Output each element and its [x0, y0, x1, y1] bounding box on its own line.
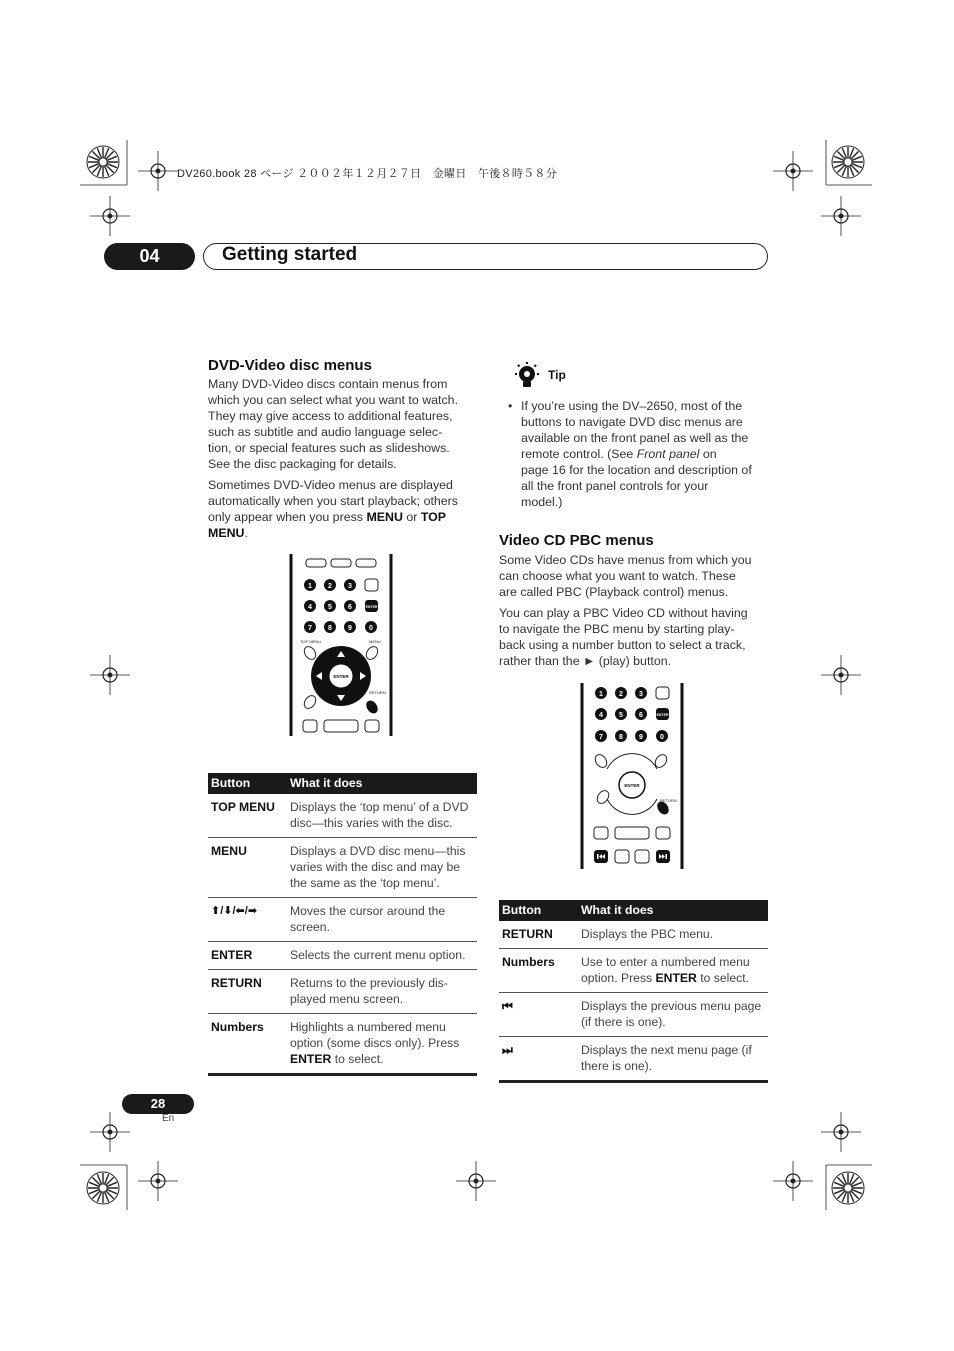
button-cell: RETURN — [499, 921, 578, 949]
number-key: 2 — [328, 583, 332, 590]
crosshair-mark — [773, 151, 813, 191]
vcd-pbc-heading: Video CD PBC menus — [499, 532, 654, 549]
top-menu-button — [302, 644, 318, 661]
number-key: 3 — [639, 691, 643, 698]
dvd-menus-paragraph-2 — [208, 477, 478, 541]
table-row — [208, 794, 477, 838]
tip-body — [508, 398, 770, 510]
crosshair-mark — [821, 1112, 861, 1152]
text-line: tion, or special features such as slideshows. — [208, 441, 450, 455]
starburst-mark — [87, 1172, 119, 1204]
button-cell: ENTER — [208, 942, 287, 970]
vcd-paragraph-1 — [499, 552, 769, 600]
chapter-title: Getting started — [222, 244, 358, 265]
column-header-what: What it does — [578, 900, 768, 921]
description-cell: Selects the current menu option. — [287, 942, 477, 970]
table-row — [499, 949, 768, 993]
vcd-pbc-buttons-table — [499, 900, 768, 1083]
text-run: only appear when you press — [208, 510, 367, 524]
number-key: 4 — [308, 604, 312, 611]
text-line: buttons to navigate DVD disc menus are — [521, 415, 743, 429]
lightbulb-icon — [512, 362, 542, 390]
table-row — [208, 970, 477, 1014]
menu-button-ref: MENU — [366, 510, 403, 524]
number-key: 8 — [619, 734, 623, 741]
dvd-menus-heading: DVD-Video disc menus — [208, 357, 372, 374]
starburst-mark — [87, 146, 119, 178]
remote-top-button — [306, 559, 326, 567]
enter-button-label: ENTER — [624, 783, 640, 788]
number-key: 6 — [348, 604, 352, 611]
number-key: 6 — [639, 712, 643, 719]
number-key: 9 — [639, 734, 643, 741]
text-line: such as subtitle and audio language selec- — [208, 425, 443, 439]
top-menu-button-ref: TOP — [420, 510, 447, 524]
text-line: are called PBC (Playback control) menus. — [499, 585, 729, 599]
dvd-menus-paragraph-1 — [208, 376, 478, 472]
text-line: Sometimes DVD-Video menus are displayed — [208, 478, 453, 492]
column-header-button: Button — [208, 773, 287, 794]
description-cell: Displays the ‘top menu’ of a DVD disc—this varies with the disc. — [287, 794, 477, 838]
text-line: Many DVD-Video discs contain menus from — [208, 377, 448, 391]
text-run: . — [244, 526, 248, 540]
text-line: available on the front panel as well as the — [521, 431, 749, 445]
table-row — [208, 942, 477, 970]
enter-key-label: ENTER — [656, 713, 669, 717]
crosshair-mark — [90, 1112, 130, 1152]
button-cell: RETURN — [208, 970, 287, 1014]
text-line: If you’re using the DV–2650, most of the — [521, 399, 743, 413]
top-menu-button-ref: MENU — [208, 526, 245, 540]
remote-top-button — [356, 559, 376, 567]
number-key: 7 — [308, 625, 312, 632]
text-line: remote control. (See Front panel on — [521, 447, 717, 461]
button-cell: Numbers — [208, 1014, 287, 1075]
table-header-row — [208, 773, 477, 794]
menu-label: MENU — [369, 639, 381, 644]
text-line: automatically when you start playback; others — [208, 494, 459, 508]
page-number-badge: 28 — [122, 1094, 194, 1114]
number-key: 2 — [619, 691, 623, 698]
return-label: RETURN — [369, 690, 386, 695]
table-row — [208, 838, 477, 898]
button-cell: Numbers — [499, 949, 578, 993]
number-key: 0 — [369, 625, 373, 632]
return-label: RETURN — [660, 798, 677, 803]
description-cell: Displays the PBC menu. — [578, 921, 768, 949]
chapter-number-badge: 04 — [104, 243, 195, 270]
number-key: 1 — [308, 583, 312, 590]
number-key: 1 — [599, 691, 603, 698]
button-cell: TOP MENU — [208, 794, 287, 838]
description-cell: Displays the next menu page (if there is one). — [578, 1037, 768, 1082]
description-cell: Returns to the previously dis- played menu screen. — [287, 970, 477, 1014]
book-file-header: DV260.book 28 ページ ２００２年１２月２７日 金曜日 午後８時５８分 — [177, 168, 558, 180]
description-cell: Displays a DVD disc menu—this varies with the disc and may be the same as the ‘top menu’. — [287, 838, 477, 898]
table-row — [499, 921, 768, 949]
description-cell: Moves the cursor around the screen. — [287, 898, 477, 942]
text-run: or — [402, 510, 421, 524]
number-key: 9 — [348, 625, 352, 632]
text-line: rather than the ► (play) button. — [499, 654, 672, 668]
text-line: model.) — [521, 495, 563, 509]
top-menu-label: TOP MENU — [300, 639, 321, 644]
vcd-paragraph-2 — [499, 605, 769, 669]
crosshair-mark — [90, 655, 130, 695]
text-line: See the disc packaging for details. — [208, 457, 397, 471]
crosshair-mark — [138, 151, 178, 191]
bullet: • — [508, 399, 513, 413]
number-key: 3 — [348, 583, 352, 590]
table-row — [499, 1037, 768, 1082]
description-cell: Highlights a numbered menu option (some discs only). Press ENTER to select. — [287, 1014, 477, 1075]
return-button — [364, 698, 380, 715]
menu-button — [364, 644, 380, 661]
text-line: all the front panel controls for your — [521, 479, 709, 493]
number-key: 4 — [599, 712, 603, 719]
previous-icon-cell: ⏮ — [499, 993, 578, 1037]
text-line: You can play a PBC Video CD without having — [499, 606, 748, 620]
next-icon-cell: ⏭ — [499, 1037, 578, 1082]
remote-top-button — [331, 559, 351, 567]
arrow-buttons-cell: ⬆/⬇/⬅/➡ — [208, 898, 287, 942]
number-key: 7 — [599, 734, 603, 741]
text-line — [208, 509, 478, 525]
text-line: page 16 for the location and description of — [521, 463, 752, 477]
tip-label: Tip — [548, 368, 566, 382]
column-header-button: Button — [499, 900, 578, 921]
description-cell: Use to enter a numbered menu option. Press ENTER to select. — [578, 949, 768, 993]
column-header-what: What it does — [287, 773, 477, 794]
table-row — [499, 993, 768, 1037]
number-key: 5 — [619, 712, 623, 719]
table-row — [208, 898, 477, 942]
crosshair-mark — [138, 1161, 178, 1201]
text-line: can choose what you want to watch. These — [499, 569, 736, 583]
number-key: 0 — [660, 734, 664, 741]
text-line: which you can select what you want to watch. — [208, 393, 459, 407]
text-line — [208, 525, 478, 541]
description-cell: Displays the previous menu page (if there is one). — [578, 993, 768, 1037]
table-row — [208, 1014, 477, 1075]
starburst-mark — [832, 1172, 864, 1204]
crosshair-mark — [821, 196, 861, 236]
page-language: En — [162, 1113, 175, 1124]
crosshair-mark — [773, 1161, 813, 1201]
crosshair-mark — [90, 196, 130, 236]
number-key: 5 — [328, 604, 332, 611]
button-cell: MENU — [208, 838, 287, 898]
number-key: 8 — [328, 625, 332, 632]
enter-button-label: ENTER — [333, 674, 349, 679]
text-line: back using a number button to select a track, — [499, 638, 746, 652]
starburst-mark — [832, 146, 864, 178]
crosshair-mark — [821, 655, 861, 695]
remote-control-illustration-vcd — [579, 681, 687, 871]
remote-control-illustration-menus — [288, 552, 396, 738]
crosshair-mark — [456, 1161, 496, 1201]
text-line: Some Video CDs have menus from which you — [499, 553, 752, 567]
table-header-row — [499, 900, 768, 921]
enter-key-label: ENTER — [365, 605, 378, 609]
text-line: They may give access to additional features, — [208, 409, 453, 423]
dvd-menu-buttons-table — [208, 773, 477, 1076]
text-line: to navigate the PBC menu by starting play- — [499, 622, 735, 636]
